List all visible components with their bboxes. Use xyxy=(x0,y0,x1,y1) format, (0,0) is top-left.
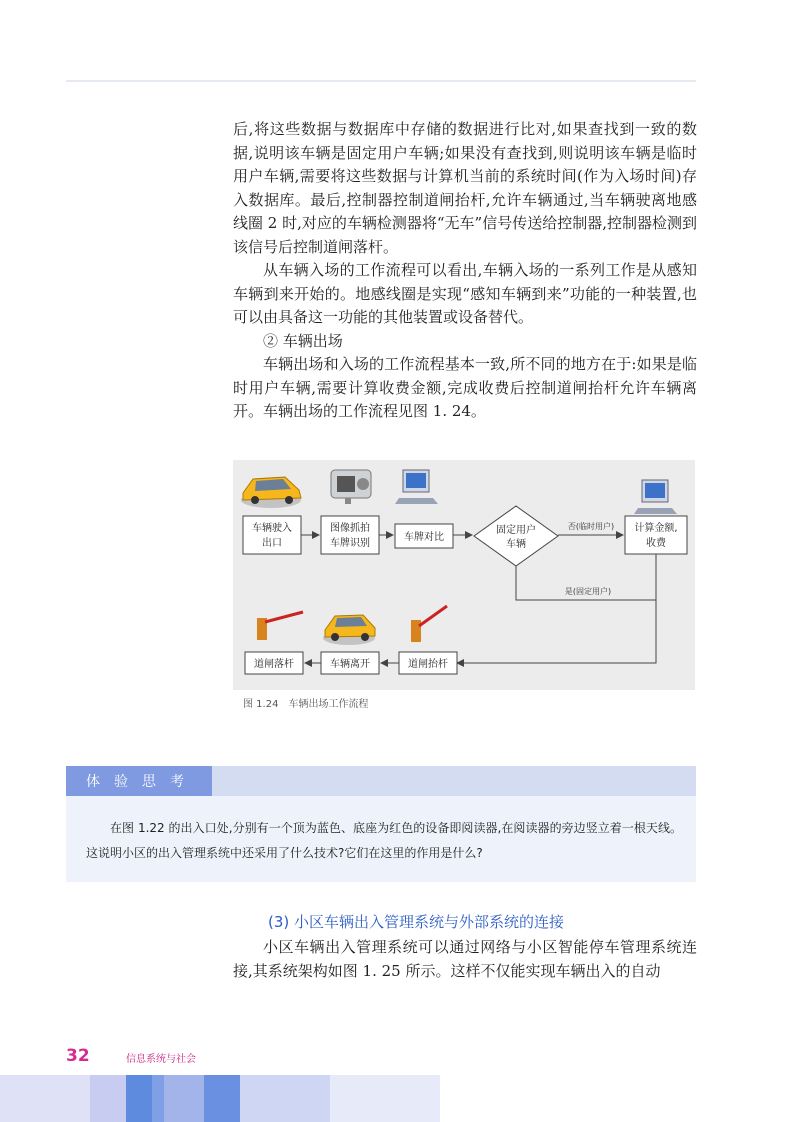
barrier-icon-1 xyxy=(257,612,303,640)
node-decision xyxy=(474,506,558,566)
think-box-body xyxy=(66,796,696,882)
body-text-top xyxy=(233,118,697,424)
edge-yes-label: 是(固定用户) xyxy=(564,587,612,596)
page-number: 32 xyxy=(66,1046,90,1066)
barrier-icon-2 xyxy=(411,606,447,642)
node-fee-line1: 计算金额, xyxy=(634,523,678,534)
node-decision-line1: 固定用户 xyxy=(496,525,536,536)
node-decision-line2: 车辆 xyxy=(506,539,526,550)
node-enter-exit-line2: 出口 xyxy=(262,538,282,549)
flowchart-svg xyxy=(233,460,695,690)
edge-no-label: 否(临时用户) xyxy=(567,522,615,531)
think-box-text: 在图 1.22 的出入口处,分别有一个顶为蓝色、底座为红色的设备即阅读器,在阅读器的旁边竖立着一根天线。这说明小区的出入管理系统中还采用了什么技术?它们在这里的作用是什么? xyxy=(86,821,682,860)
paragraph-exit: 车辆出场和入场的工作流程基本一致,所不同的地方在于:如果是临时用户车辆,需要计算收费金额,完成收费后控制道闸抬杆允许车辆离开。车辆出场的工作流程见图 1. 24。 xyxy=(233,355,697,420)
exit-flowchart-figure xyxy=(233,460,695,690)
computer-icon-2 xyxy=(634,480,677,514)
figure-caption: 图 1.24 车辆出场工作流程 xyxy=(243,699,369,710)
section-heading: (3) 小区车辆出入管理系统与外部系统的连接 xyxy=(268,913,565,931)
car-icon xyxy=(241,477,301,508)
body-text-bottom xyxy=(233,936,697,983)
camera-icon xyxy=(331,470,371,504)
computer-icon-1 xyxy=(395,470,438,504)
book-title: 信息系统与社会 xyxy=(126,1054,196,1065)
node-enter-exit-line1: 车辆驶入 xyxy=(252,523,292,534)
node-gate-up-label: 道闸抬杆 xyxy=(408,659,448,670)
node-compare-label: 车牌对比 xyxy=(404,532,444,543)
think-box-title: 体验思考 xyxy=(86,774,198,790)
think-box-tab xyxy=(66,766,212,796)
car-icon-2 xyxy=(323,615,375,645)
edge-fee-gate-up xyxy=(457,554,656,663)
node-fee-line2: 收费 xyxy=(646,538,666,549)
node-capture-line2: 车牌识别 xyxy=(330,538,370,549)
paragraph-flow: 从车辆入场的工作流程可以看出,车辆入场的一系列工作是从感知车辆到来开始的。地感线圈是实现“感知车辆到来”功能的一种装置,也可以由具备这一功能的其他装置或设备替代。 xyxy=(233,261,697,326)
think-box-header xyxy=(66,766,696,796)
node-gate-down-label: 道闸落杆 xyxy=(254,659,294,670)
think-box-content xyxy=(86,816,682,866)
node-leave-label: 车辆离开 xyxy=(330,659,370,670)
subheading-exit: ② 车辆出场 xyxy=(263,331,343,350)
paragraph-section: 小区车辆出入管理系统可以通过网络与小区智能停车管理系统连接,其系统架构如图 1. 25 所示。这样不仅能实现车辆出入的自动 xyxy=(233,938,697,980)
paragraph-intro: 后,将这些数据与数据库中存储的数据进行比对,如果查找到一致的数据,说明该车辆是固定用户车辆;如果没有查找到,则说明该车辆是临时用户车辆,需要将这些数据与计算机当前的系统时间(作为入场时间)存入数据库。最后,控制器控制道闸抬杆,允许车辆通过,当车辆驶离地感线圈 2 时,对应的车辆检测器将“无车”信号传送给控制器,控制器检测到该信号后控制道闸落杆。 xyxy=(233,120,697,256)
footer-color-band xyxy=(0,1075,440,1122)
header-rule xyxy=(66,80,696,82)
node-capture-line1: 图像抓拍 xyxy=(330,523,370,534)
